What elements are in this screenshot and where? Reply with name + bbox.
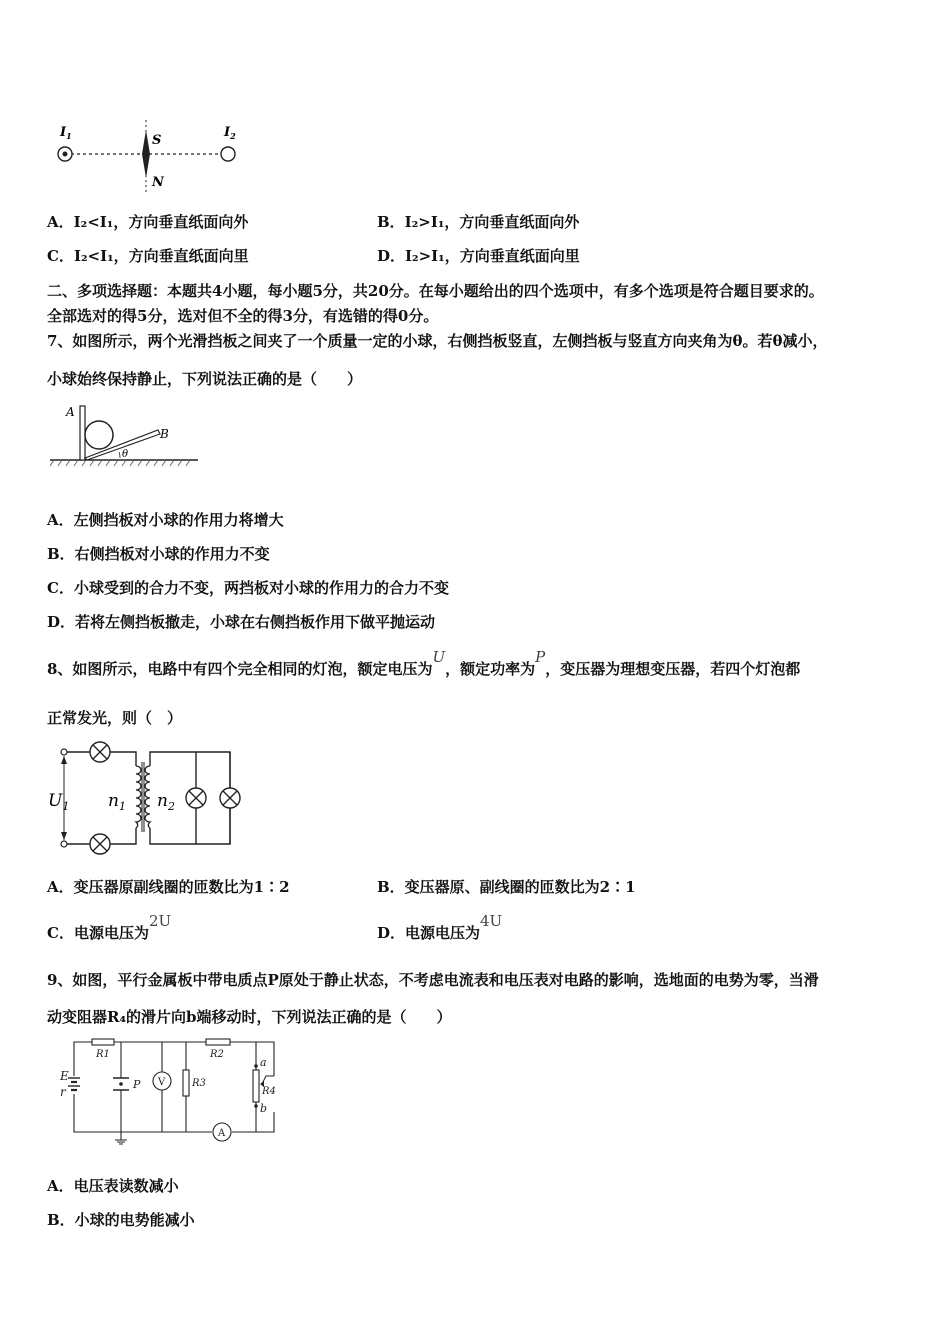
label-b-terminal: b (260, 1102, 268, 1115)
label-i2: $I_2$ (224, 125, 236, 141)
label-board-a: A (66, 405, 75, 419)
q6-option-c: C．I₂<I₁，方向垂直纸面向里 (47, 247, 249, 265)
label-a-terminal: a (260, 1056, 267, 1069)
label-r-internal: r (60, 1085, 66, 1099)
q7-option-b: B．右侧挡板对小球的作用力不变 (47, 545, 270, 563)
compass-needle (142, 130, 150, 178)
q6-option-d: D．I₂>I₁，方向垂直纸面向里 (377, 247, 580, 265)
ground-icon (115, 1140, 127, 1144)
lamp-4 (220, 788, 240, 808)
label-i1: $I_1$ (60, 125, 72, 141)
q9-stem-line2: 动变阻器R₄的滑片向b端移动时，下列说法正确的是（ ） (47, 1008, 452, 1026)
q8-option-c: C．电源电压为2U (47, 912, 172, 942)
section2-heading-line2: 全部选对的得5分，选对但不全的得3分，有选错的得0分。 (47, 307, 439, 325)
label-board-b: B (160, 427, 169, 441)
label-r2: R2 (210, 1049, 224, 1060)
wire-i1-dot (63, 152, 68, 157)
fig-q8-transformer (46, 740, 256, 862)
label-theta: θ (122, 449, 129, 460)
q8-stem-line2: 正常发光，则（ ） (47, 709, 183, 727)
label-r1: R1 (96, 1049, 110, 1060)
label-r4: R4 (262, 1086, 276, 1097)
label-v: V (158, 1077, 166, 1088)
lamp-2 (90, 834, 110, 854)
q6-option-a: A．I₂<I₁，方向垂直纸面向外 (47, 213, 249, 231)
q9-option-b: B．小球的电势能减小 (47, 1211, 195, 1229)
q7-stem-line2: 小球始终保持静止，下列说法正确的是（ ） (47, 370, 363, 388)
q8-option-a: A．变压器原副线圈的匝数比为1∶2 (47, 878, 290, 896)
q8-option-d-value: 4U (480, 912, 503, 930)
q8-stem-line1: 8、如图所示，电路中有四个完全相同的灯泡，额定电压为U，额定功率为P，变压器为理想变压器，若四个灯泡都 (47, 648, 801, 678)
resistor-r3 (183, 1070, 189, 1096)
section2-heading-line1: 二、多项选择题：本题共4小题，每小题5分，共20分。在每小题给出的四个选项中，有多个选项是符合题目要求的。 (47, 282, 824, 300)
ball (85, 421, 113, 449)
fig-q6-compass (48, 118, 248, 194)
q8-option-d: D．电源电压为4U (377, 912, 503, 942)
fig-q9-circuit (56, 1036, 288, 1146)
q6-option-b: B．I₂>I₁，方向垂直纸面向外 (377, 213, 580, 231)
label-n: N (152, 175, 164, 190)
label-u1: $U_1$ (48, 791, 70, 813)
q7-option-a: A．左侧挡板对小球的作用力将增大 (47, 511, 284, 529)
q8-symbol-p: P (535, 648, 546, 666)
label-p: P (133, 1078, 141, 1091)
q7-stem-line1: 7、如图所示，两个光滑挡板之间夹了一个质量一定的小球，右侧挡板竖直，左侧挡板与竖直方向夹角为θ。若θ减小， (47, 332, 828, 350)
label-n1: $n_1$ (108, 791, 126, 813)
lamp-1 (90, 742, 110, 762)
transformer-coils (136, 762, 150, 832)
label-n2: $n_2$ (157, 791, 175, 813)
board-a (80, 406, 85, 460)
q8-option-c-value: 2U (148, 912, 172, 930)
fig-q7-boards (50, 402, 200, 474)
battery (68, 1078, 80, 1090)
q8-symbol-u: U (432, 648, 446, 666)
lamp-3 (186, 788, 206, 808)
rheostat-r4 (253, 1070, 259, 1102)
label-e: E (60, 1069, 69, 1083)
q8-option-b: B．变压器原、副线圈的匝数比为2∶1 (377, 878, 636, 896)
q7-option-d: D．若将左侧挡板撤走，小球在右侧挡板作用下做平抛运动 (47, 613, 436, 631)
q7-option-c: C．小球受到的合力不变，两挡板对小球的作用力的合力不变 (47, 579, 449, 597)
label-a-meter: A (218, 1128, 226, 1139)
label-s: S (152, 133, 162, 148)
label-r3: R3 (192, 1078, 206, 1089)
q9-option-a: A．电压表读数减小 (47, 1177, 179, 1195)
wire-i2-circle (221, 147, 235, 161)
q9-stem-line1: 9、如图，平行金属板中带电质点P原处于静止状态，不考虑电流表和电压表对电路的影响，选地面的电势为零，当滑 (47, 971, 819, 989)
resistor-r1 (92, 1039, 114, 1045)
resistor-r2 (206, 1039, 230, 1045)
